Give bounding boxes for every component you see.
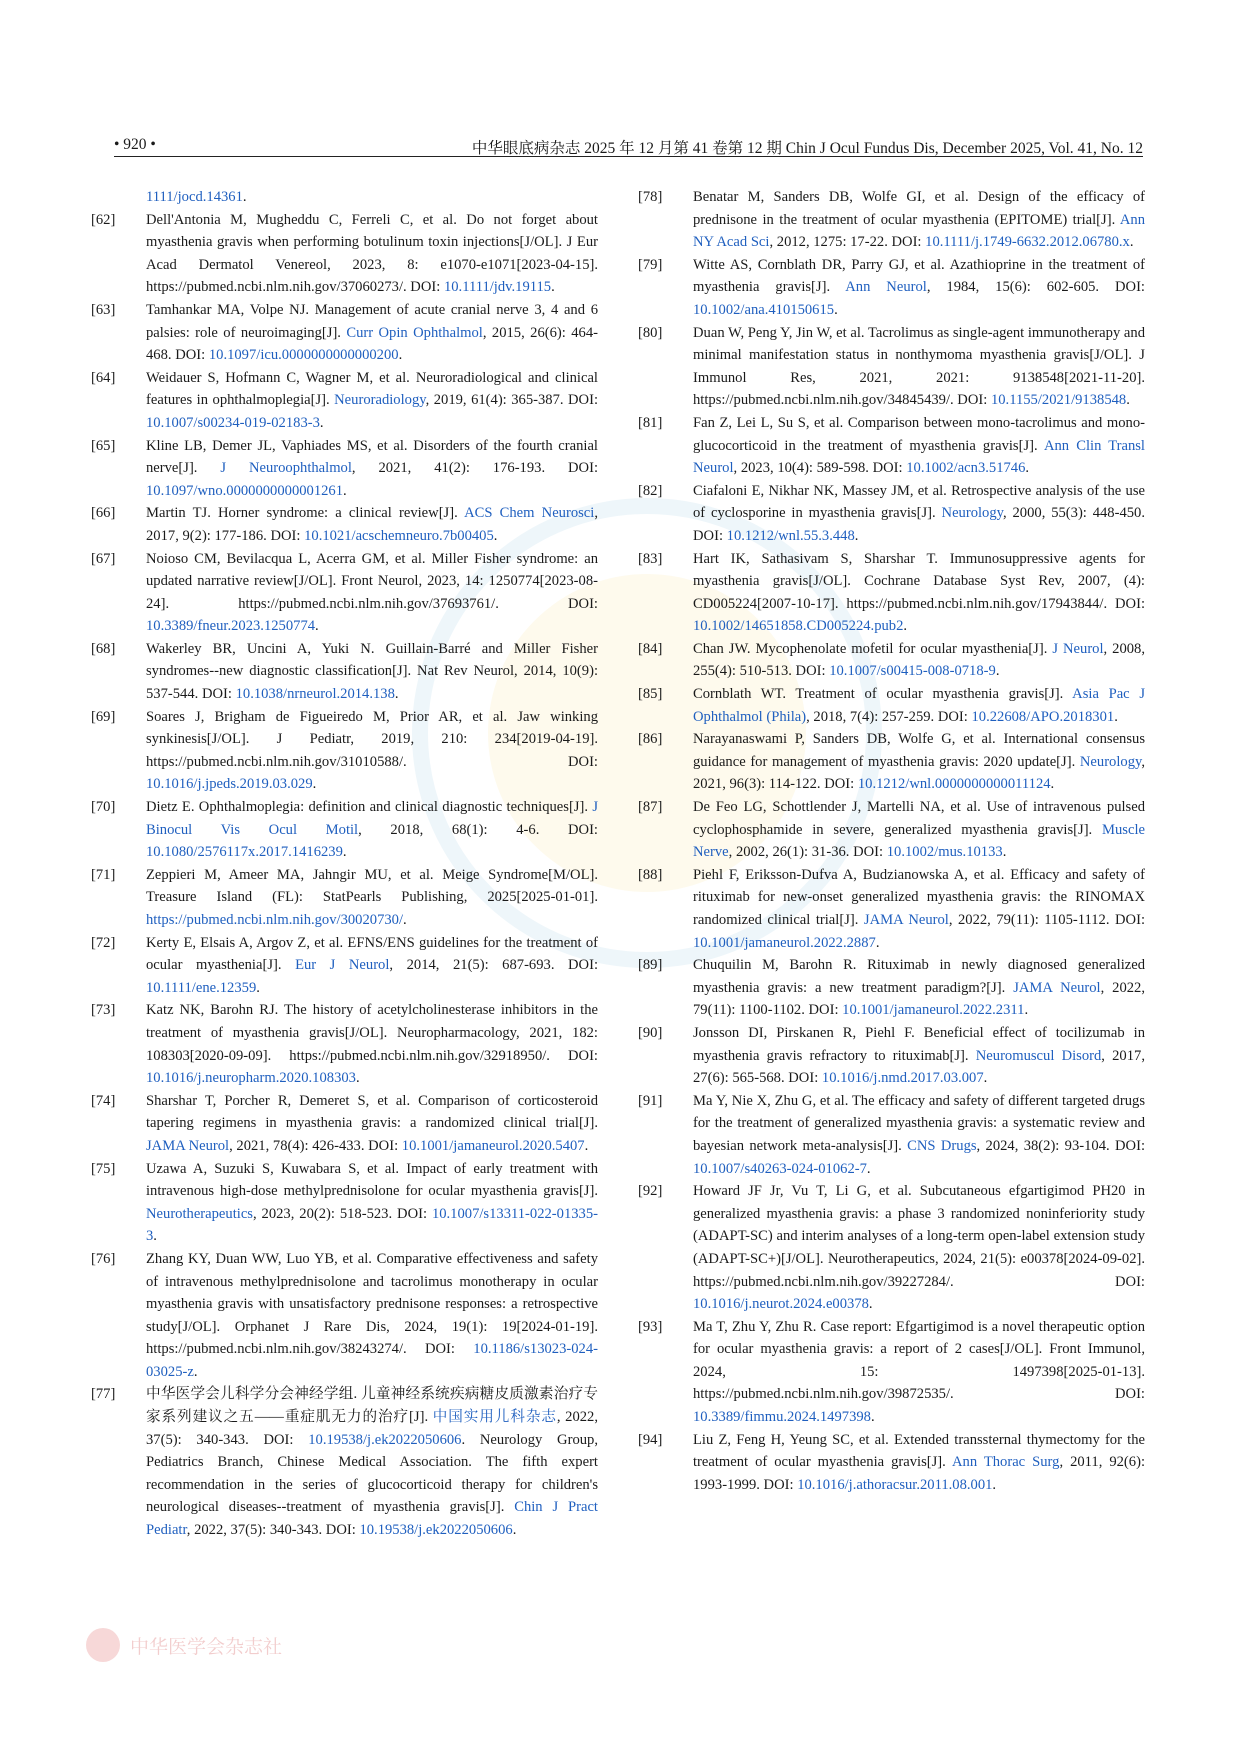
reference-link[interactable]: 10.1097/wno.0000000000001261 [146, 482, 344, 499]
reference-text: , 2015, 26(6): 464-468. DOI: [146, 324, 598, 364]
reference-item [638, 1090, 1145, 1180]
reference-text: , 2017, 27(6): 565-568. DOI: [693, 1047, 1145, 1087]
reference-text: , 2019, 61(4): 365-387. DOI: [425, 392, 598, 409]
reference-link[interactable]: 10.1007/s00415-008-0718-9 [829, 663, 996, 680]
reference-text: . [153, 1228, 157, 1245]
reference-text: Hart IK, Sathasivam S, Sharshar T. Immunosuppressive agents for myasthenia gravis[J/OL]. Cochrane Database Syst Rev, 2007, (4): CD005224[2007-10-17]. https://pubmed.ncbi.nlm.nih.gov/17943844/. DOI: [693, 550, 1145, 612]
reference-text: . [875, 934, 880, 951]
reference-link[interactable]: 10.1186/s13023-024-03025-z [146, 1341, 598, 1380]
reference-text: . [1129, 234, 1134, 251]
reference-text: . [394, 686, 399, 703]
reference-number: [83] [638, 550, 663, 567]
reference-link[interactable]: 10.22608/APO.2018301 [971, 708, 1115, 725]
reference-link[interactable]: Asia Pac J Ophthalmol (Phila) [693, 686, 1145, 725]
reference-link[interactable]: J Neuroophthalmol [220, 460, 352, 477]
reference-item [91, 299, 598, 367]
reference-link[interactable]: 1111/jocd.14361 [146, 189, 243, 205]
reference-number: [72] [91, 934, 116, 951]
reference-link[interactable]: 10.1016/j.neurot.2024.e00378 [693, 1296, 869, 1313]
reference-text: Narayanaswami P, Sanders DB, Wolfe G, et al. International consensus guidance for management of myasthenia gravis: 2020 update[J]. [693, 731, 1145, 770]
reference-link[interactable]: Ann Neurol [845, 279, 927, 296]
reference-number: [84] [638, 640, 663, 657]
reference-text: . [398, 347, 403, 364]
reference-item [91, 209, 598, 299]
reference-item [91, 706, 598, 796]
reference-text: . [1002, 844, 1007, 861]
reference-item [91, 435, 598, 503]
reference-item [638, 480, 1145, 548]
reference-link[interactable]: Ann Clin Transl Neurol [693, 437, 1145, 477]
reference-text: , 2023, 20(2): 518-523. DOI: [252, 1205, 432, 1222]
reference-link[interactable]: Neurology [1079, 753, 1142, 770]
reference-text: De Feo LG, Schottlender J, Martelli NA, et al. Use of intravenous pulsed cyclophosphamide in severe, generalized myasthenia gravis[J]. [693, 799, 1145, 838]
reference-text: , 2012, 1275: 17-22. DOI: [769, 234, 926, 251]
reference-text: Weidauer S, Hofmann C, Wagner M, et al. Neuroradiological and clinical features in ophthalmoplegia[J]. [146, 369, 598, 409]
reference-number: [85] [638, 686, 663, 703]
reference-text: , 2018, 68(1): 4-6. DOI: [358, 821, 598, 838]
reference-text: . [319, 414, 324, 431]
reference-link[interactable]: 10.19538/j.ek2022050606 [308, 1431, 462, 1448]
reference-text: . [834, 301, 838, 318]
reference-number: [63] [91, 301, 116, 318]
reference-text: . [903, 618, 908, 635]
reference-link[interactable]: 10.1016/j.jpeds.2019.03.029 [146, 776, 313, 793]
page-number: • 920 • [114, 136, 156, 153]
reference-item [638, 954, 1145, 1022]
reference-item [638, 683, 1145, 728]
reference-item [91, 932, 598, 1000]
reference-item [638, 638, 1145, 683]
reference-text: Chan JW. Mycophenolate mofetil for ocular myasthenia[J]. [693, 640, 1053, 657]
reference-link[interactable]: 10.1002/14651858.CD005224.pub2 [693, 618, 904, 635]
reference-link[interactable]: JAMA Neurol [1013, 979, 1101, 996]
reference-number: [86] [638, 731, 663, 748]
reference-text: Zeppieri M, Ameer MA, Jahngir MU, et al. Meige Syndrome[M/OL]. Treasure Island (FL): StatPearls Publishing, 2025[2025-01-01]. [146, 866, 598, 906]
reference-link[interactable]: 10.1155/2021/9138548 [990, 392, 1127, 409]
publisher-logo [86, 1626, 282, 1664]
reference-number: [68] [91, 640, 116, 657]
reference-item [91, 638, 598, 706]
reference-number: [93] [638, 1318, 663, 1335]
reference-text: Dell'Antonia M, Mugheddu C, Ferreli C, et al. Do not forget about myasthenia gravis when performing botulinum toxin injections[J/OL]. J Eur Acad Dermatol Venereol, 2023, 8: e1070-e1071[2023-04-15]. https://pubmed.ncbi.nlm.nih.gov/37060273/. DOI: [146, 211, 598, 296]
reference-number: [76] [91, 1250, 116, 1267]
reference-text: Soares J, Brigham de Figueiredo M, Prior AR, et al. Jaw winking synkinesis[J/OL]. J Pediatr, 2019, 210: 234[2019-04-19]. https://pubmed.ncbi.nlm.nih.gov/31010588/. DOI: [146, 708, 598, 770]
reference-link[interactable]: Curr Opin Ophthalmol [346, 324, 483, 341]
reference-item [91, 796, 598, 864]
reference-item [91, 367, 598, 435]
reference-text: . [1050, 776, 1055, 793]
reference-link[interactable]: 10.1007/s40263-024-01062-7 [693, 1160, 867, 1177]
reference-link[interactable]: 10.1038/nrneurol.2014.138 [235, 686, 395, 703]
reference-number: [67] [91, 550, 116, 567]
reference-item [91, 548, 598, 638]
reference-link[interactable]: 10.1002/ana.410150615 [693, 301, 835, 318]
reference-text: , 2000, 55(3): 448-450. DOI: [693, 505, 1145, 544]
reference-text: Dietz E. Ophthalmoplegia: definition and clinical diagnostic techniques[J]. [146, 799, 593, 816]
reference-text: Katz NK, Barohn RJ. The history of acetylcholinesterase inhibitors in the treatment of myasthenia gravis[J/OL]. Neuropharmacology, 2021, 182: 108303[2020-09-09]. https://pubmed.ncbi.nlm.nih.gov/32918950/. DOI: [146, 1002, 598, 1064]
reference-text: Ma Y, Nie X, Zhu G, et al. The efficacy and safety of different targeted drugs for the treatment of generalized myasthenia gravis: a systematic review and bayesian network meta-analysis[J]. [693, 1092, 1145, 1154]
reference-text: , 2022, 79(11): 1100-1102. DOI: [693, 979, 1145, 1019]
reference-number: [87] [638, 799, 663, 816]
reference-item [638, 728, 1145, 796]
reference-link[interactable]: 10.1111/j.1749-6632.2012.06780.x [925, 234, 1130, 251]
reference-link[interactable]: ACS Chem Neurosci [464, 505, 595, 522]
reference-text: . [584, 1137, 589, 1154]
reference-text: . [193, 1363, 198, 1380]
reference-item [638, 1429, 1145, 1497]
reference-text: Chuquilin M, Barohn R. Rituximab in newly diagnosed generalized myasthenia gravis: a new treatment paradigm?[J]. [693, 957, 1145, 996]
reference-link[interactable]: 10.19538/j.ek2022050606 [359, 1522, 513, 1539]
reference-link[interactable]: Neurotherapeutics [146, 1205, 253, 1222]
reference-text: , 2017, 9(2): 177-186. DOI: [146, 505, 598, 544]
reference-link[interactable]: 10.1002/acn3.51746 [906, 460, 1026, 477]
reference-text: , 2011, 92(6): 1993-1999. DOI: [693, 1454, 1145, 1493]
reference-number: [77] [91, 1386, 116, 1403]
reference-item [91, 1090, 598, 1158]
reference-text: . [403, 912, 407, 928]
reference-text: Fan Z, Lei L, Su S, et al. Comparison between mono-tacrolimus and mono-glucocorticoid in the treatment of myasthenia gravis[J]. [693, 414, 1145, 454]
reference-link[interactable]: 10.1212/wnl.55.3.448 [726, 527, 855, 544]
reference-text: , 2008, 255(4): 510-513. DOI: [693, 640, 1145, 680]
publisher-name: 中华医学会杂志社 [130, 1636, 283, 1658]
reference-item [91, 1383, 598, 1541]
reference-text: , 2021, 78(4): 426-433. DOI: [229, 1137, 402, 1154]
reference-text: . [870, 1409, 875, 1426]
reference-link[interactable]: 10.1080/2576117x.2017.1416239 [146, 844, 343, 861]
reference-text: Kerty E, Elsais A, Argov Z, et al. EFNS/ENS guidelines for the treatment of ocular myasthenia[J]. [146, 934, 598, 974]
reference-text: . [312, 776, 317, 793]
reference-item [638, 1316, 1145, 1429]
reference-text: , 2024, 38(2): 93-104. DOI: [976, 1137, 1145, 1154]
reference-text: Ma T, Zhu Y, Zhu R. Case report: Efgartigimod is a novel therapeutic option for ocular myasthenia gravis: a report of 2 cases[J/OL]. Front Immunol, 2024, 15: 1497398[2025-01-13]. https://pubmed.ncbi.nlm.nih.gov/39872535/. DOI: [693, 1318, 1145, 1403]
reference-link[interactable]: CNS Drugs [907, 1137, 977, 1154]
reference-number: [78] [638, 189, 663, 205]
reference-number: [80] [638, 324, 663, 341]
reference-text: Zhang KY, Duan WW, Luo YB, et al. Comparative effectiveness and safety of intravenous methylprednisolone and tacrolimus monotherapy in ocular myasthenia gravis with unsatisfactory prednisone responses: a retrospective study[J/OL]. Orphanet J Rare Dis, 2024, 19(1): 19[2024-01-19]. https://pubmed.ncbi.nlm.nih.gov/38243274/. DOI: [146, 1250, 598, 1358]
reference-text: . [1114, 708, 1118, 725]
reference-link[interactable]: Ann NY Acad Sci [693, 211, 1145, 251]
reference-text: , 1984, 15(6): 602-605. DOI: [926, 279, 1145, 296]
reference-number: [74] [91, 1092, 116, 1109]
reference-text: . [343, 482, 347, 499]
reference-number: [91] [638, 1092, 663, 1109]
reference-link[interactable]: JAMA Neurol [146, 1137, 230, 1154]
reference-item [638, 1180, 1145, 1316]
reference-text: , 2022, 37(5): 340-343. DOI: [146, 1409, 598, 1448]
reference-link[interactable]: JAMA Neurol [863, 912, 949, 928]
reference-item [638, 796, 1145, 864]
reference-link[interactable]: 10.1001/jamaneurol.2022.2887 [693, 934, 876, 951]
reference-text: Witte AS, Cornblath DR, Parry GJ, et al. Azathioprine in the treatment of myasthenia gravis[J]. [693, 256, 1145, 296]
reference-item [638, 186, 1145, 254]
reference-text: Benatar M, Sanders DB, Wolfe GI, et al. Design of the efficacy of prednisone in the treatment of ocular myasthenia (EPITOME) trial[J]. [693, 189, 1145, 228]
reference-number: [88] [638, 866, 663, 883]
reference-link[interactable]: 中国实用儿科杂志 [432, 1409, 557, 1426]
reference-link[interactable]: 10.1016/j.nmd.2017.03.007 [821, 1070, 984, 1087]
reference-item [91, 1158, 598, 1248]
reference-text: 中华医学会儿科学分会神经学组. 儿童神经系统疾病糖皮质激素治疗专家系列建议之五——重症肌无力的治疗[J]. [146, 1386, 598, 1426]
reference-link[interactable]: 10.1097/icu.0000000000000200 [208, 347, 399, 364]
reference-link[interactable]: Ann Thorac Surg [951, 1454, 1060, 1471]
reference-text: , 2022, 37(5): 340-343. DOI: [186, 1522, 360, 1539]
reference-text: Wakerley BR, Uncini A, Yuki N. Guillain-Barré and Miller Fisher syndromes--new diagnostic classification[J]. Nat Rev Neurol, 2014, 10(9): 537-544. DOI: [146, 640, 598, 703]
reference-text: , 2022, 79(11): 1105-1112. DOI: [948, 912, 1145, 928]
reference-link[interactable]: Eur J Neurol [295, 957, 390, 974]
journal-title: 中华眼底病杂志 2025 年 12 月第 41 卷第 12 期 Chin J Ocul Fundus Dis, December 2025, Vol. 41, No. 12 [471, 140, 1143, 157]
reference-text: , 2014, 21(5): 687-693. DOI: [389, 957, 599, 974]
reference-number: [94] [638, 1431, 663, 1448]
reference-number: [92] [638, 1183, 663, 1200]
reference-text: . [1024, 1002, 1029, 1019]
reference-item [91, 186, 598, 209]
reference-item [638, 1022, 1145, 1090]
reference-link[interactable]: Neurology [941, 505, 1003, 522]
reference-number: [90] [638, 1024, 663, 1041]
reference-text: . [995, 663, 1000, 680]
reference-item [638, 412, 1145, 480]
reference-text: Kline LB, Demer JL, Vaphiades MS, et al. Disorders of the fourth cranial nerve[J]. [146, 437, 598, 477]
reference-text: Jonsson DI, Pirskanen R, Piehl F. Beneficial effect of tocilizumab in myasthenia gravis refractory to rituximab[J]. [693, 1024, 1145, 1064]
reference-number: [89] [638, 957, 663, 974]
reference-link[interactable]: 10.1001/jamaneurol.2020.5407 [401, 1137, 585, 1154]
reference-text: Noioso CM, Bevilacqua L, Acerra GM, et al. Miller Fisher syndrome: an updated narrative review[J/OL]. Front Neurol, 2023, 14: 1250774[2023-08-24]. https://pubmed.ncbi.nlm.nih.gov/37693761/. DOI: [146, 550, 598, 612]
reference-text: . [1025, 460, 1030, 477]
reference-link[interactable]: 10.1212/wnl.0000000000011124 [857, 776, 1051, 793]
reference-item [91, 1248, 598, 1384]
reference-text: . [512, 1522, 517, 1539]
reference-text: , 2018, 7(4): 257-259. DOI: [806, 708, 972, 725]
reference-link[interactable]: 10.1111/jdv.19115 [443, 279, 552, 296]
reference-text: , 2023, 10(4): 589-598. DOI: [733, 460, 907, 477]
references-right-column [638, 186, 1145, 1496]
reference-text: . [992, 1476, 997, 1493]
reference-number: [82] [638, 482, 663, 499]
reference-number: [73] [91, 1002, 116, 1019]
reference-text: . [868, 1296, 873, 1313]
reference-number: [62] [91, 211, 116, 228]
reference-text: . [551, 279, 555, 296]
reference-text: Cornblath WT. Treatment of ocular myasthenia gravis[J]. [693, 686, 1073, 703]
reference-text: Liu Z, Feng H, Yeung SC, et al. Extended transsternal thymectomy for the treatment of ocular myasthenia gravis[J]. [693, 1431, 1145, 1471]
reference-number: [71] [91, 866, 116, 883]
reference-number: [79] [638, 256, 663, 273]
reference-text: . [256, 979, 260, 996]
reference-number: [70] [91, 799, 116, 816]
reference-link[interactable]: https://pubmed.ncbi.nlm.nih.gov/30020730/ [146, 912, 404, 928]
reference-text: . [866, 1160, 871, 1177]
reference-text: Martin TJ. Horner syndrome: a clinical review[J]. [146, 505, 465, 522]
reference-text: . [1126, 392, 1130, 409]
reference-text: . [854, 527, 859, 544]
reference-link[interactable]: Muscle Nerve [693, 821, 1145, 861]
reference-link[interactable]: J Neurol [1052, 640, 1104, 657]
reference-text: . [983, 1070, 988, 1087]
reference-number: [64] [91, 369, 116, 386]
reference-text: . [342, 844, 347, 861]
reference-number: [69] [91, 708, 116, 725]
reference-link[interactable]: 10.3389/fneur.2023.1250774 [146, 618, 316, 635]
reference-number: [66] [91, 505, 116, 522]
reference-link[interactable]: 10.1016/j.athoracsur.2011.08.001 [797, 1476, 993, 1493]
reference-link[interactable]: 10.1001/jamaneurol.2022.2311 [842, 1002, 1025, 1019]
reference-item [638, 254, 1145, 322]
reference-text: Duan W, Peng Y, Jin W, et al. Tacrolimus as single-agent immunotherapy and minimal manifestation status in nonthymoma myasthenia gravis[J/OL]. J Immunol Res, 2021, 2021: 9138548[2021-11-20]. https://pubmed.ncbi.nlm.nih.gov/34845439/. DOI: [693, 324, 1145, 409]
reference-item [638, 864, 1145, 954]
reference-text: , 2021, 96(3): 114-122. DOI: [693, 753, 1145, 793]
reference-item [91, 864, 598, 932]
reference-link[interactable]: J Binocul Vis Ocul Motil [146, 799, 598, 838]
reference-link[interactable]: Chin J Pract Pediatr [146, 1499, 598, 1539]
page-header [114, 134, 1143, 157]
reference-link[interactable]: 10.1016/j.neuropharm.2020.108303 [146, 1070, 356, 1087]
reference-item [91, 999, 598, 1089]
reference-item [91, 502, 598, 547]
reference-number: [75] [91, 1160, 116, 1177]
reference-number: [65] [91, 437, 116, 454]
reference-text: Tamhankar MA, Volpe NJ. Management of acute cranial nerve 3, 4 and 6 palsies: role of neuroimaging[J]. [146, 301, 598, 341]
reference-link[interactable]: Neuromuscul Disord [975, 1047, 1102, 1064]
reference-number: [81] [638, 414, 663, 431]
reference-text: Sharshar T, Porcher R, Demeret S, et al. Comparison of corticosteroid tapering regimens in myasthenia gravis: a randomized clinical trial[J]. [146, 1092, 598, 1132]
publisher-emblem-icon [86, 1628, 120, 1662]
references-left-column [91, 186, 598, 1542]
reference-item [638, 322, 1145, 412]
reference-text: Ciafaloni E, Nikhar NK, Massey JM, et al. Retrospective analysis of the use of cyclosporine in myasthenia gravis[J]. [693, 482, 1145, 522]
reference-text: . [315, 618, 319, 635]
reference-text: Uzawa A, Suzuki S, Kuwabara S, et al. Impact of early treatment with intravenous high-dose methylprednisolone for ocular myasthenia gravis[J]. [146, 1160, 598, 1200]
reference-link[interactable]: Neuroradiology [334, 392, 426, 409]
reference-text: . [355, 1070, 360, 1087]
reference-item [638, 548, 1145, 638]
reference-text: . [242, 189, 247, 205]
reference-link[interactable]: 10.1007/s13311-022-01335-3 [146, 1205, 598, 1245]
reference-link[interactable]: 10.1007/s00234-019-02183-3 [146, 414, 320, 431]
reference-text: . Neurology Group, Pediatrics Branch, Chinese Medical Association. The fifth expert recommendation in the series of glucocorticoid therapy for children's neurological diseases--treatment of myasthenia gravis[J]. [146, 1431, 598, 1516]
reference-text: Piehl F, Eriksson-Dufva A, Budzianowska A, et al. Efficacy and safety of rituximab for new-onset generalized myasthenia gravis: the RINOMAX randomized clinical trial[J]. [693, 866, 1145, 928]
reference-text: , 2021, 41(2): 176-193. DOI: [351, 460, 598, 477]
reference-link[interactable]: 10.1021/acschemneuro.7b00405 [304, 527, 494, 544]
reference-text: , 2002, 26(1): 31-36. DOI: [728, 844, 887, 861]
reference-link[interactable]: 10.3389/fimmu.2024.1497398 [693, 1409, 871, 1426]
reference-link[interactable]: 10.1111/ene.12359 [146, 979, 257, 996]
reference-link[interactable]: 10.1002/mus.10133 [886, 844, 1003, 861]
reference-text: Howard JF Jr, Vu T, Li G, et al. Subcutaneous efgartigimod PH20 in generalized myasthenia gravis: a phase 3 randomized noninferiority study (ADAPT-SC) and interim analyses of a long-term open-label extension study (ADAPT-SC+)[J/OL]. Neurotherapeutics, 2024, 21(5): e00378[2024-09-02]. https://pubmed.ncbi.nlm.nih.gov/39227284/. DOI: [693, 1183, 1145, 1290]
reference-text: . [493, 527, 498, 544]
